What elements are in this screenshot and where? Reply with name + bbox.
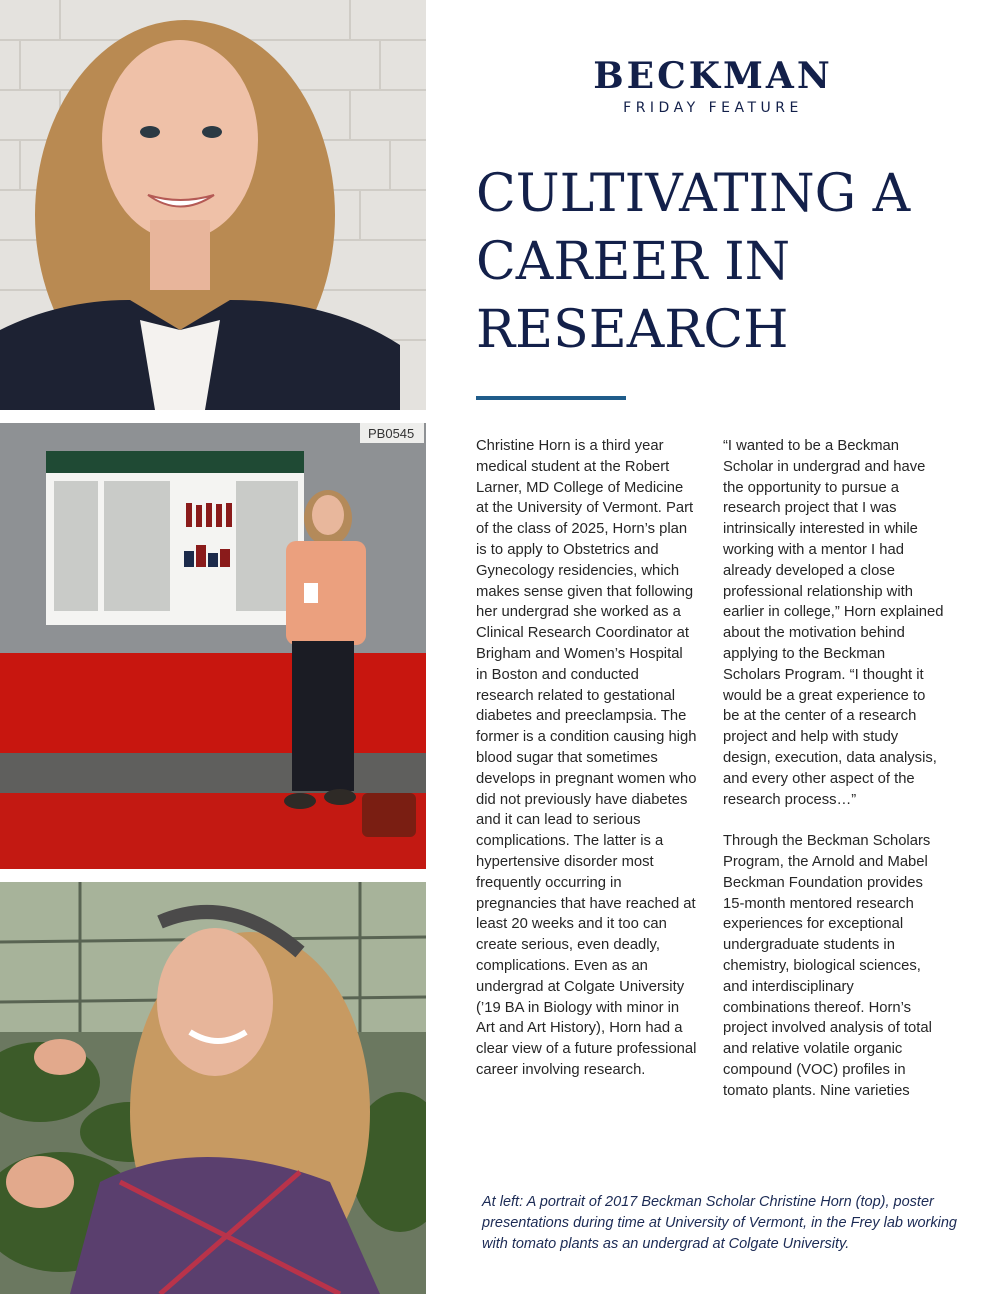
poster-code-label: PB0545 [368, 426, 415, 441]
article-column-left [476, 436, 698, 1081]
article-column-right [723, 436, 945, 1102]
article-paragraph: Christine Horn is a third year medical student at the Robert Larner, MD College of Medicine at the University of Vermont. Part of the class of 2025, Horn’s plan is to apply to Obstetrics and Gynecology residencies, which makes sense given that following her undergrad she worked as a Clinical Research Coordinator at Brigham and Women’s Hospital in Boston and conducted research related to gestational diabetes and preeclampsia. The former is a condition causing high blood sugar that sometimes develops in pregnant women who did not previously have diabetes and it can lead to serious complications. The latter is a hypertensive disorder most frequently occurring in pregnancies that have reached at least 20 weeks and it too can create serious, even deadly, complications. Even as an undergrad at Colgate University (’19 BA in Biology with minor in Art and Art History), Horn had a clear view of a future professional career involving research. [476, 438, 697, 1078]
masthead [590, 56, 836, 118]
poster-session-photo [0, 423, 426, 869]
photo-caption: At left: A portrait of 2017 Beckman Scholar Christine Horn (top), poster presentations during time at University of Vermont, in the Frey lab working with tomato plants as an undergrad at Colgate University. [482, 1194, 957, 1252]
tomato-lab-illustration [0, 882, 426, 1294]
poster-session-illustration [0, 423, 426, 869]
portrait-illustration [0, 0, 426, 410]
page-title: CULTIVATING A CAREER IN RESEARCH [476, 164, 911, 360]
brand-logo: BECKMAN [593, 55, 833, 97]
tomato-lab-photo [0, 882, 426, 1294]
article-paragraph: “I wanted to be a Beckman Scholar in undergrad and have the opportunity to pursue a research project that I was intrinsically interested in while working with a mentor I had already developed a close professional relationship with earlier in college,” Horn explained about the motivation behind applying to the Beckman Scholars Program. “I thought it would be a great experience to be at the center of a research project and help with study design, execution, data analysis, and every other aspect of the research process…” [723, 438, 944, 808]
article-paragraph: Through the Beckman Scholars Program, the Arnold and Mabel Beckman Foundation provides 15-month mentored research experiences for exceptional undergraduate students in chemistry, biological sciences, and interdisciplinary combinations thereof. Horn’s project involved analysis of total and relative volatile organic compound (VOC) profiles in tomato plants. Nine varieties [723, 833, 932, 1099]
series-subtitle: FRIDAY FEATURE [623, 100, 803, 116]
portrait-photo [0, 0, 426, 410]
title-divider [476, 396, 626, 400]
